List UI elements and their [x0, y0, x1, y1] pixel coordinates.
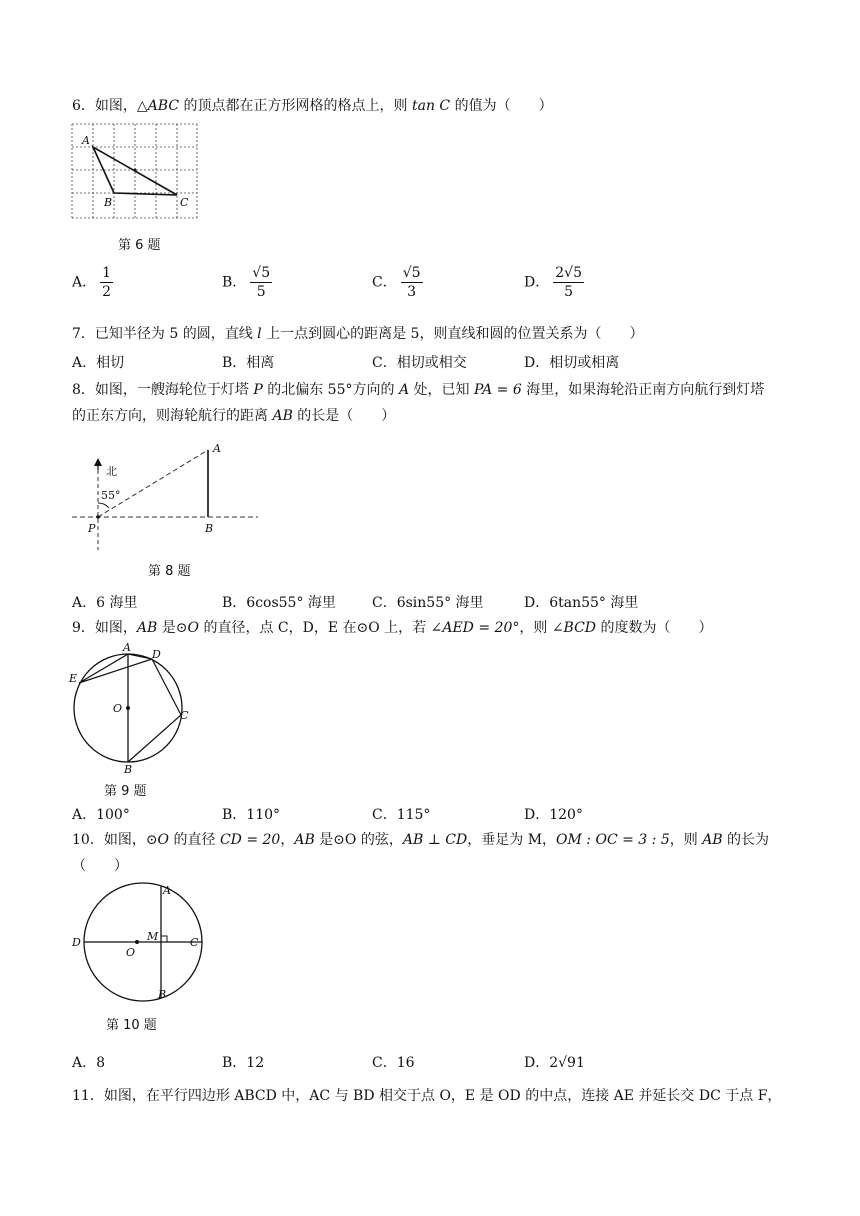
q6-stem-part2: 的顶点都在正方形网格的格点上，则 — [179, 98, 412, 114]
q8-option-c[interactable]: C．6sin55° 海里 — [372, 595, 484, 611]
q8-label-a: A — [213, 442, 221, 455]
q7-option-b[interactable]: B．相离 — [222, 355, 275, 371]
q8-option-a[interactable]: A．6 海里 — [72, 595, 138, 611]
q8-stem-line1: 8．如图，一艘海轮位于灯塔 P 的北偏东 55°方向的 A 处，已知 PA = 6 海里，如果海轮沿正南方向航行到灯塔 — [72, 382, 765, 398]
q10-label-m: M — [147, 930, 159, 943]
q6-stem-part1: 6．如图， — [72, 98, 137, 114]
q6-label-a: A — [82, 134, 90, 147]
q9-figure-caption: 第 9 题 — [104, 784, 147, 799]
q8-option-d[interactable]: D．6tan55° 海里 — [524, 595, 639, 611]
q9-figure — [66, 640, 196, 775]
q6-grid-figure — [70, 120, 200, 220]
q10-figure — [68, 880, 208, 1006]
q6-option-d[interactable]: D． $\frac{2√5}{5}$ — [524, 265, 582, 300]
q8-figure-caption: 第 8 题 — [148, 564, 191, 579]
q8-stem-line2: 的正东方向，则海轮航行的距离 AB 的长是（ ） — [72, 408, 396, 424]
q9-stem: 9．如图，AB 是⊙O 的直径，点 C，D，E 在⊙O 上，若 ∠AED = 20°，则 ∠BCD 的度数为（ ） — [72, 620, 713, 636]
q9-option-b[interactable]: B．110° — [222, 807, 281, 823]
q10-option-b[interactable]: B．12 — [222, 1055, 265, 1071]
q8-option-b[interactable]: B．6cos55° 海里 — [222, 595, 336, 611]
q10-label-b: B — [158, 988, 167, 1001]
q10-option-a[interactable]: A．8 — [72, 1055, 106, 1071]
q9-label-o: O — [113, 702, 123, 715]
q10-label-o: O — [126, 946, 136, 959]
q9-option-a[interactable]: A．100° — [72, 807, 130, 823]
q9-option-d[interactable]: D．120° — [524, 807, 583, 823]
q7-stem: 7．已知半径为 5 的圆，直线 l 上一点到圆心的距离是 5，则直线和圆的位置关系为（ ） — [72, 326, 644, 342]
q6-option-a[interactable]: A． $\frac{1}{2}$ — [72, 265, 112, 300]
q6-triangle-name: △ABC — [136, 98, 180, 114]
q8-figure — [68, 440, 268, 552]
q6-label-c: C — [180, 196, 189, 209]
q6-stem-part3: 的值为（ ） — [450, 98, 553, 114]
q6-stem — [72, 96, 553, 116]
q9-label-c: C — [180, 709, 189, 722]
q7-option-c[interactable]: C．相切或相交 — [372, 355, 467, 371]
q10-stem-line2: （ ） — [72, 858, 128, 874]
q6-option-b[interactable]: B． $\frac{√5}{5}$ — [222, 265, 271, 300]
q9-label-b: B — [124, 763, 133, 775]
q7-option-d[interactable]: D．相切或相离 — [524, 355, 620, 371]
q10-stem-line1: 10．如图，⊙O 的直径 CD = 20，AB 是⊙O 的弦，AB ⊥ CD，垂足为 M，OM : OC = 3 : 5，则 AB 的长为 — [72, 832, 770, 848]
q10-label-a: A — [163, 884, 171, 897]
q9-label-e: E — [69, 672, 78, 685]
q6-figure-caption: 第 6 题 — [118, 238, 161, 253]
q9-label-d: D — [152, 648, 161, 661]
q7-option-a[interactable]: A．相切 — [72, 355, 125, 371]
q8-label-b: B — [205, 522, 214, 535]
q8-label-north: 北 — [106, 465, 117, 478]
q11-stem: 11．如图，在平行四边形 ABCD 中，AC 与 BD 相交于点 O，E 是 OD 的中点，连接 AE 并延长交 DC 于点 F， — [72, 1088, 782, 1104]
q9-label-a: A — [123, 641, 131, 654]
q10-figure-caption: 第 10 题 — [106, 1018, 157, 1033]
q6-label-b: B — [104, 196, 113, 209]
q8-label-p: P — [88, 522, 96, 535]
q10-label-c: C — [190, 936, 199, 949]
q9-option-c[interactable]: C．115° — [372, 807, 431, 823]
q10-option-c[interactable]: C．16 — [372, 1055, 415, 1071]
q8-label-angle: 55° — [101, 489, 121, 502]
q10-label-d: D — [72, 936, 81, 949]
q10-option-d[interactable]: D．2√91 — [524, 1055, 585, 1071]
q6-option-c[interactable]: C． $\frac{√5}{3}$ — [372, 265, 421, 300]
q6-tan-expression: tan C — [411, 98, 451, 114]
